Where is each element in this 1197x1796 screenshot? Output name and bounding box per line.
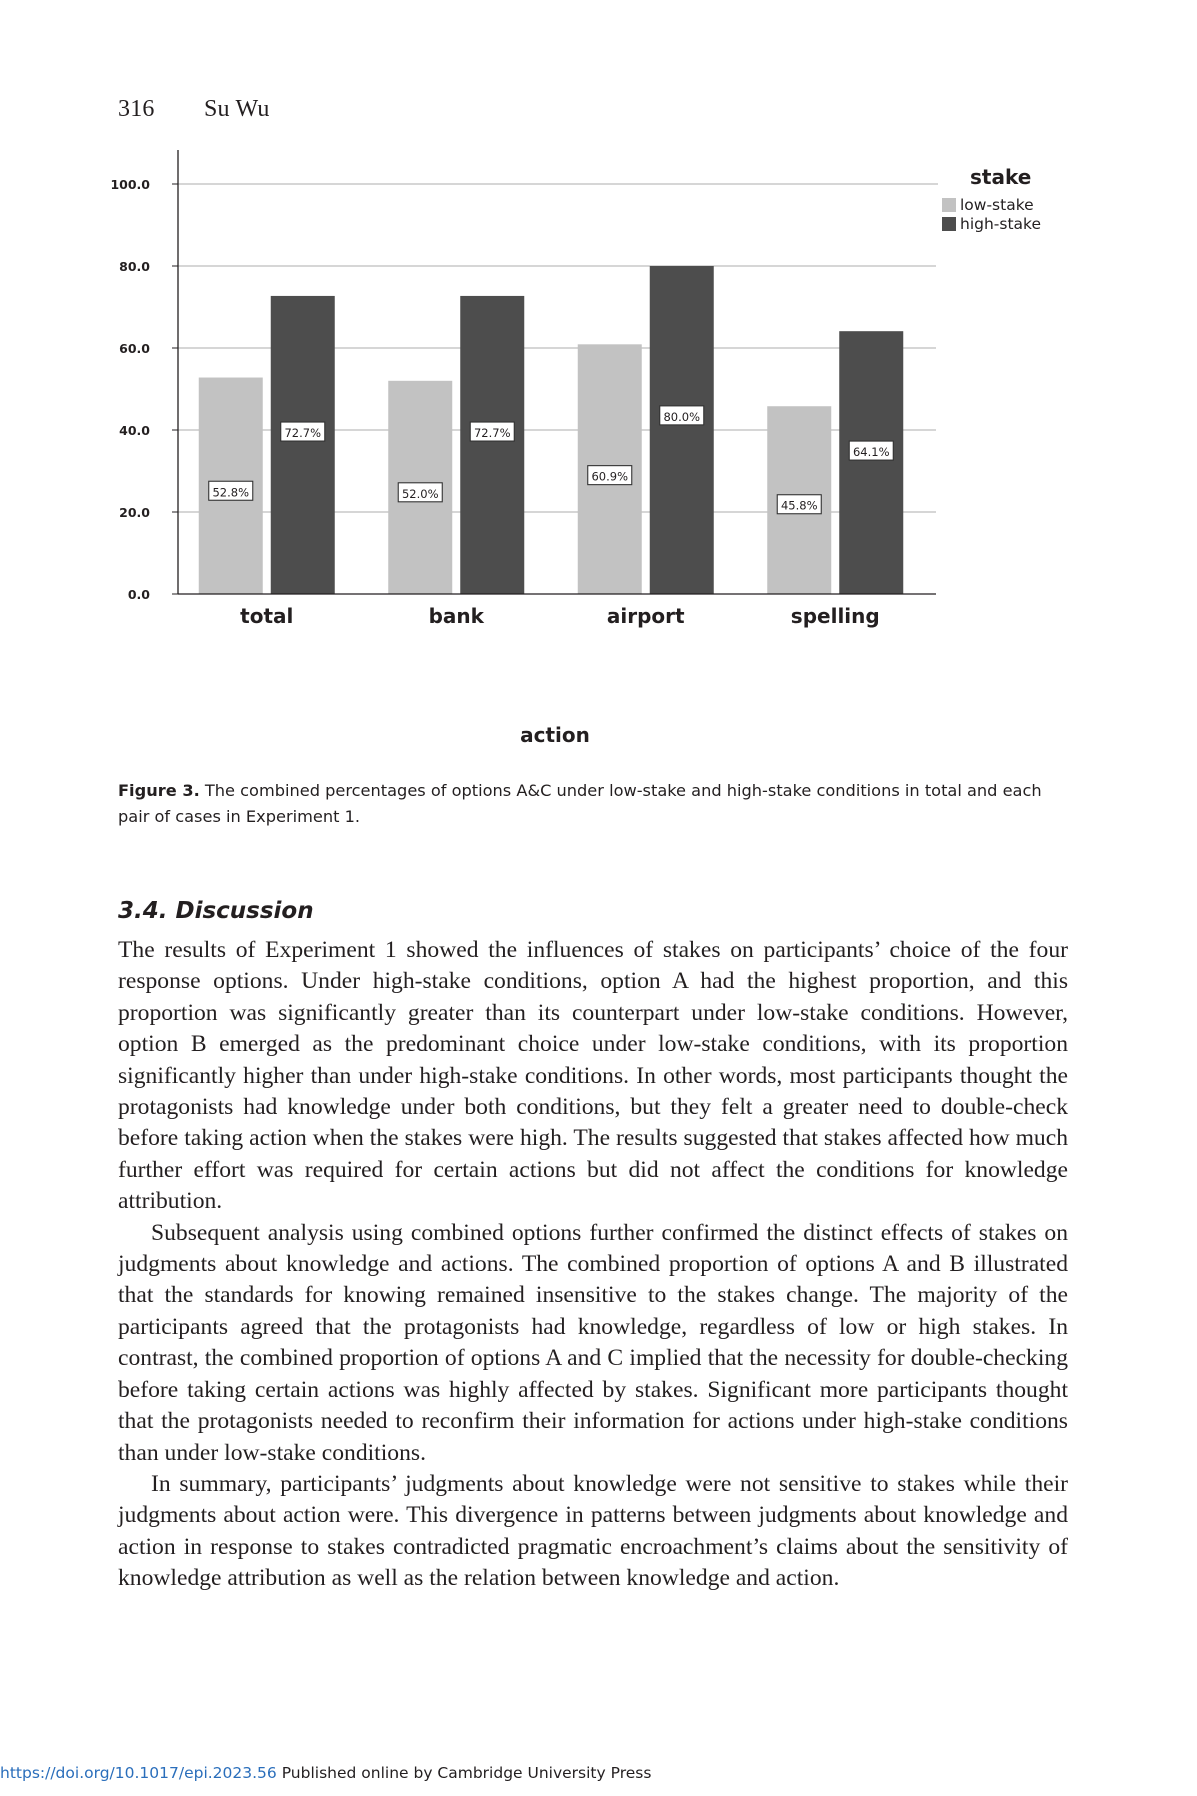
figure-caption [118, 778, 1068, 830]
paragraph: The results of Experiment 1 showed the influences of stakes on participants’ choice of the four response options. Under high-stake conditions, option A had the highest proportion, and this proportion was significantly greater than its counterpart under low-stake conditions. However, option B emerged as the predominant choice under low-stake conditions, with its proportion significantly higher than under high-stake conditions. In other words, most participants thought the protagonists had knowledge under both conditions, but they felt a greater need to double-check before taking action when the stakes were high. The results suggested that stakes affected how much further effort was required for certain actions but did not affect the conditions for knowledge attribution. [118, 937, 1068, 1215]
chart-legend [942, 165, 1041, 233]
legend-swatch-low-stake [942, 198, 956, 212]
caption-text: The combined percentages of options A&C under low-stake and high-stake conditions in total and each pair of cases in Experiment 1. [118, 781, 1042, 826]
page-number: 316 [118, 96, 155, 122]
y-tick-label: 100.0 [110, 177, 150, 192]
y-tick-label: 40.0 [119, 423, 150, 438]
data-label: 60.9% [591, 469, 629, 484]
paragraph: Subsequent analysis using combined options further confirmed the distinct effects of stakes on judgments about knowledge and actions. The combined proportion of options A and B illustrated that the standards for knowing remained insensitive to the stakes change. The majority of the participants agreed that the protagonists had knowledge, regardless of low or high stakes. In contrast, the combined proportion of options A and C implied that the necessity for double-checking before taking certain actions was highly affected by stakes. Significant more participants thought that the protagonists needed to reconfirm their information for actions under high-stake conditions than under low-stake conditions. [118, 1219, 1068, 1466]
running-head-author: Su Wu [204, 96, 270, 122]
y-tick-label: 0.0 [127, 587, 150, 602]
data-label: 80.0% [663, 409, 701, 424]
publisher-note: Published online by Cambridge University Press [276, 1764, 652, 1782]
doi-link[interactable]: https://doi.org/10.1017/epi.2023.56 [0, 1764, 277, 1782]
bar-high-stake-airport [650, 266, 714, 594]
data-label: 72.7% [473, 426, 511, 441]
y-tick-label: 20.0 [119, 505, 150, 520]
legend-label-high-stake: high-stake [960, 215, 1041, 233]
y-tick-label: 60.0 [119, 341, 150, 356]
bar-high-stake-bank [460, 296, 524, 594]
legend-title: stake [970, 165, 1032, 189]
paragraph: In summary, participants’ judgments about knowledge were not sensitive to stakes while their judgments about action were. This divergence in patterns between judgments about knowledge and action in response to stakes contradicted pragmatic encroachment’s claims about the sensitivity of knowledge attribution as well as the relation between knowledge and action. [118, 1470, 1068, 1592]
data-label: 52.8% [212, 485, 250, 500]
running-head [118, 96, 270, 123]
x-tick-label: bank [428, 604, 484, 628]
bar-high-stake-total [271, 296, 335, 594]
discussion-body [118, 935, 1068, 1595]
legend-swatch-high-stake [942, 217, 956, 231]
data-label: 64.1% [852, 445, 890, 460]
caption-label: Figure 3. [118, 781, 200, 800]
bar-high-stake-spelling [839, 331, 903, 594]
data-label: 72.7% [284, 426, 322, 441]
data-label: 45.8% [780, 498, 818, 513]
x-axis-label: action [520, 723, 590, 747]
section-heading: 3.4. Discussion [118, 898, 314, 924]
x-tick-label: airport [606, 604, 685, 628]
legend-label-low-stake: low-stake [960, 196, 1034, 214]
x-tick-label: total [240, 604, 294, 628]
bar-chart [100, 150, 1080, 770]
data-label: 52.0% [401, 486, 439, 501]
page-footer [0, 1764, 651, 1782]
x-tick-label: spelling [790, 604, 880, 628]
y-tick-label: 80.0 [119, 259, 150, 274]
